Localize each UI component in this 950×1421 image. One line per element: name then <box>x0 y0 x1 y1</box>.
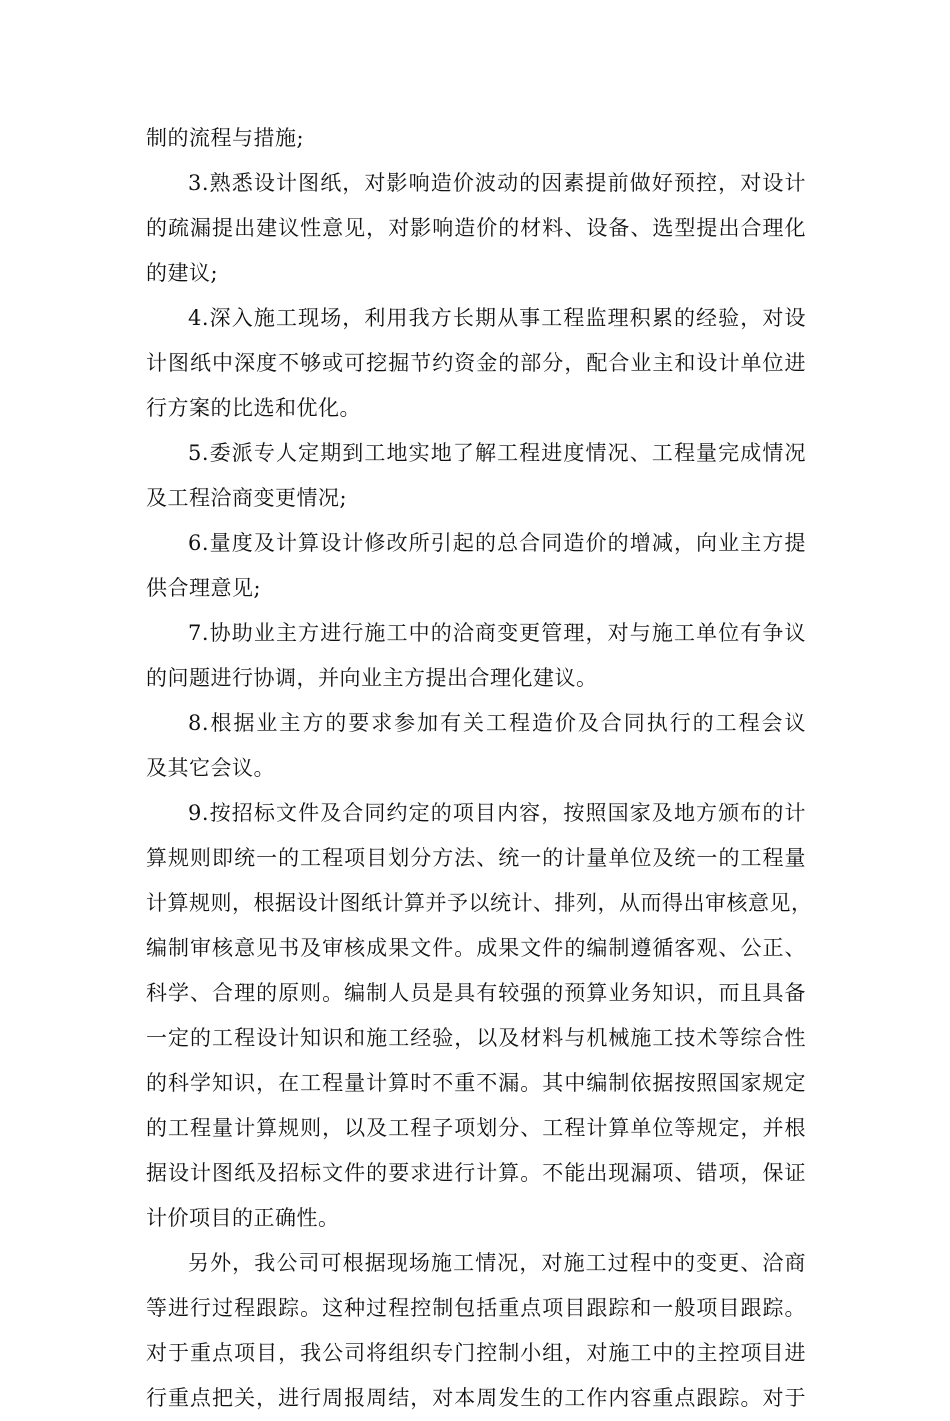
document-body <box>146 116 813 1421</box>
text-line: 8.根据业主方的要求参加有关工程造价及合同执行的工程会议 <box>188 711 806 735</box>
text-line: 等进行过程跟踪。这种过程控制包括重点项目跟踪和一般项目跟踪。 <box>146 1296 806 1320</box>
text-line: 的问题进行协调，并向业主方提出合理化建议。 <box>146 666 598 690</box>
text-line: 对于重点项目，我公司将组织专门控制小组，对施工中的主控项目进 <box>146 1341 806 1365</box>
text-line: 行重点把关，进行周报周结，对本周发生的工作内容重点跟踪。对于 <box>146 1386 806 1410</box>
text-line: 的疏漏提出建议性意见，对影响造价的材料、设备、选型提出合理化 <box>146 216 806 240</box>
text-line: 6.量度及计算设计修改所引起的总合同造价的增减，向业主方提 <box>188 531 806 555</box>
text-line: 的工程量计算规则，以及工程子项划分、工程计算单位等规定，并根 <box>146 1116 806 1140</box>
text-line: 及工程洽商变更情况; <box>146 486 348 510</box>
text-line: 科学、合理的原则。编制人员是具有较强的预算业务知识，而且具备 <box>146 981 806 1005</box>
text-line: 另外，我公司可根据现场施工情况，对施工过程中的变更、洽商 <box>188 1251 806 1275</box>
text-line: 一定的工程设计知识和施工经验，以及材料与机械施工技术等综合性 <box>146 1026 806 1050</box>
text-line: 9.按招标文件及合同约定的项目内容，按照国家及地方颁布的计 <box>188 801 806 825</box>
text-line: 的科学知识，在工程量计算时不重不漏。其中编制依据按照国家规定 <box>146 1071 806 1095</box>
text-line: 及其它会议。 <box>146 756 275 780</box>
text-line: 供合理意见; <box>146 576 262 600</box>
text-line: 制的流程与措施; <box>146 126 305 150</box>
text-line: 行方案的比选和优化。 <box>146 396 361 420</box>
text-line: 算规则即统一的工程项目划分方法、统一的计量单位及统一的工程量 <box>146 846 806 870</box>
text-line: 5.委派专人定期到工地实地了解工程进度情况、工程量完成情况 <box>188 441 806 465</box>
text-line: 的建议; <box>146 261 219 285</box>
text-line: 计价项目的正确性。 <box>146 1206 340 1230</box>
text-line: 据设计图纸及招标文件的要求进行计算。不能出现漏项、错项，保证 <box>146 1161 806 1185</box>
text-line: 计图纸中深度不够或可挖掘节约资金的部分，配合业主和设计单位进 <box>146 351 806 375</box>
text-line: 计算规则，根据设计图纸计算并予以统计、排列，从而得出审核意见， <box>146 891 813 915</box>
text-line: 4.深入施工现场，利用我方长期从事工程监理积累的经验，对设 <box>188 306 806 330</box>
text-line: 3.熟悉设计图纸，对影响造价波动的因素提前做好预控，对设计 <box>188 171 806 195</box>
text-line: 7.协助业主方进行施工中的洽商变更管理，对与施工单位有争议 <box>188 621 806 645</box>
text-line: 编制审核意见书及审核成果文件。成果文件的编制遵循客观、公正、 <box>146 936 806 960</box>
